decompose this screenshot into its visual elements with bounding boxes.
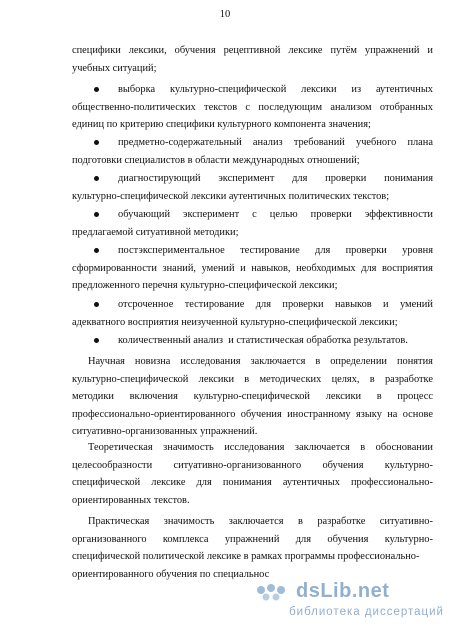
word: проверки [345,245,387,256]
word: навыков, [251,262,291,274]
word: лексики [301,84,337,95]
word: лексики, [128,45,167,56]
word: и [383,299,389,310]
watermark-subtitle: библиотека диссертаций [289,606,444,618]
text-line [88,355,433,368]
word: для [361,262,377,274]
word: в [244,373,250,385]
word: значимость [163,442,214,453]
word: в [315,356,321,367]
word: методики [72,391,114,402]
text-line [72,408,433,421]
word: адекватного восприятия неизученной культурно-специфической лексики; [72,316,398,328]
word: профессионально-ориентированного [72,408,236,420]
word: анализ [252,137,283,148]
word: проверки [325,173,367,184]
text-line [72,533,433,546]
watermark-title: dsLib.net [296,580,390,602]
word: проверки [310,209,352,220]
word: для [255,299,272,310]
word: ориентированных текстов. [72,494,190,506]
word: обучающий [118,209,171,220]
word: с [245,101,251,113]
word: понятия [396,356,433,367]
word: последующим [258,101,323,113]
word: специфической [72,477,141,488]
word: упражнений [224,533,280,545]
bullet-text [118,334,433,347]
text-line [72,279,433,292]
word: аутентичных [375,84,433,95]
word: основе [402,408,433,420]
text-line: учебных ситуаций; [72,63,157,74]
word: разработке [384,373,433,385]
word: целесообразности [72,459,153,471]
word: заключается [294,442,350,453]
word: общественно-политических [72,101,196,113]
bullet-dot-icon [94,302,99,307]
word: культурно-специфической [72,373,189,385]
word: для [295,533,312,545]
word: понимания [384,173,433,184]
word: проверки [282,299,324,310]
word: специфической политической лексике в рамках программы профессионально- [72,551,420,562]
bullet-text [118,83,433,96]
bullet-text [118,208,433,221]
word: на [387,408,398,420]
word: умений [399,299,433,310]
word: отсроченное [118,299,174,310]
text-line [72,476,433,489]
bullet-dot-icon [94,338,99,343]
word: путём [330,45,357,56]
word: лексики [325,391,362,402]
word: выборка [118,84,156,95]
text-line [72,568,433,581]
text-line [72,316,433,329]
bullet-text [118,244,433,257]
word: отобранных [379,101,433,113]
word: количественный анализ и статистическая обработка результатов. [118,335,408,346]
bullet-dot-icon [94,248,99,253]
word: культурно-специфической лексики аутентичных политических текстов; [72,190,390,202]
text-line [72,190,433,203]
word: единиц по критерию специфики культурного компонента значения; [72,119,371,130]
word: иностранному [287,408,351,420]
word: определении [330,356,387,367]
word: предлагаемой ситуативной методики; [72,226,239,238]
word: понимания [222,477,272,488]
text-line [72,550,433,563]
text-line [88,515,433,528]
word: лексики [198,373,235,385]
text-line [72,373,433,386]
word: уровня [402,245,433,256]
word: исследования [180,356,241,367]
word: заключается [228,516,284,527]
word: для [196,477,212,488]
word: Теоретическая [88,442,153,453]
word: заключается [250,356,306,367]
word: новизна [134,356,171,367]
word: эксперимент [218,173,275,184]
word: языку [355,408,382,420]
watermark [252,582,444,622]
word: в [298,516,303,527]
word: целью [269,209,298,220]
word: восприятия [382,262,433,274]
text-line [72,390,433,403]
word: методических [259,373,322,385]
word: аутентичных [282,477,340,488]
word: анализом [330,101,372,113]
word: ориентированного обучения по специальнос [72,568,270,580]
word: плана [407,137,433,148]
text-line [72,226,433,239]
word: подготовки специалистов в области международных отношений; [72,154,360,166]
word: для [315,245,331,256]
text-line [72,44,433,57]
word: из [351,84,362,95]
word: лексике [288,45,323,56]
word: процесс [397,391,433,402]
dslib-logo-icon [252,582,292,604]
bullet-text [118,298,433,311]
word: организованного [72,533,147,545]
text-line [72,425,433,438]
text-line [72,154,433,167]
word: в [360,442,366,453]
word: обучения [327,533,369,545]
word: необходимых [296,262,356,274]
word: и [240,262,246,274]
word: обучения [322,459,364,471]
word: умений [201,262,235,274]
text-line [72,101,433,114]
word: тестирование [240,245,300,256]
bullet-dot-icon [94,212,99,217]
word: культурно-специфической [193,391,310,402]
word: рецептивной [223,45,281,56]
word: специфики [72,45,121,56]
word: упражнений [364,45,420,56]
word: исследования [224,442,285,453]
word: культурно- [384,459,433,471]
bullet-text [118,136,433,149]
word: текстов [204,101,238,113]
word: Научная [88,356,125,367]
bullet-dot-icon [94,140,99,145]
word: включения [129,391,178,402]
word: Практическая [88,516,150,527]
word: навыков [334,299,372,310]
word: обучения [240,408,282,420]
text-line [88,441,433,454]
bullet-text [118,172,433,185]
word: разработке [317,516,366,527]
word: в [376,391,382,402]
word: целях, [331,373,360,385]
word: постэкспериментальное [118,245,225,256]
word: комплекса [162,533,209,545]
word: лексике [151,477,186,488]
text-line [72,262,433,275]
text-line [72,494,433,507]
word: эффективности [364,209,433,220]
bullet-dot-icon [94,176,99,181]
word: обучения [174,45,216,56]
text-line [72,459,433,472]
word: ситуативно- [379,516,433,527]
word: обосновании [375,442,433,453]
word: и [427,45,433,56]
word: культурно- [384,533,433,545]
word: культурно-специфической [169,84,287,95]
word: знаний, [162,262,197,274]
text-line [72,118,433,131]
word: профессионально- [350,477,433,488]
word: с [252,209,257,220]
word: требований [293,137,345,148]
word: в [369,373,375,385]
word: предметно-содержательный [118,137,242,148]
word: для [292,173,308,184]
word: предложенного перечня культурно-специфической лексики; [72,280,338,291]
word: эксперимент [183,209,240,220]
word: диагностирующий [118,173,201,184]
word: ситуативно-организованного [173,459,302,471]
word: ситуативно-организованных упражнений. [72,426,258,437]
word: значимость [163,516,215,527]
bullet-dot-icon [94,87,99,92]
word: тестирование [184,299,245,310]
page-number: 10 [219,9,231,20]
word: учебного [356,137,397,148]
word: сформированности [72,262,157,274]
